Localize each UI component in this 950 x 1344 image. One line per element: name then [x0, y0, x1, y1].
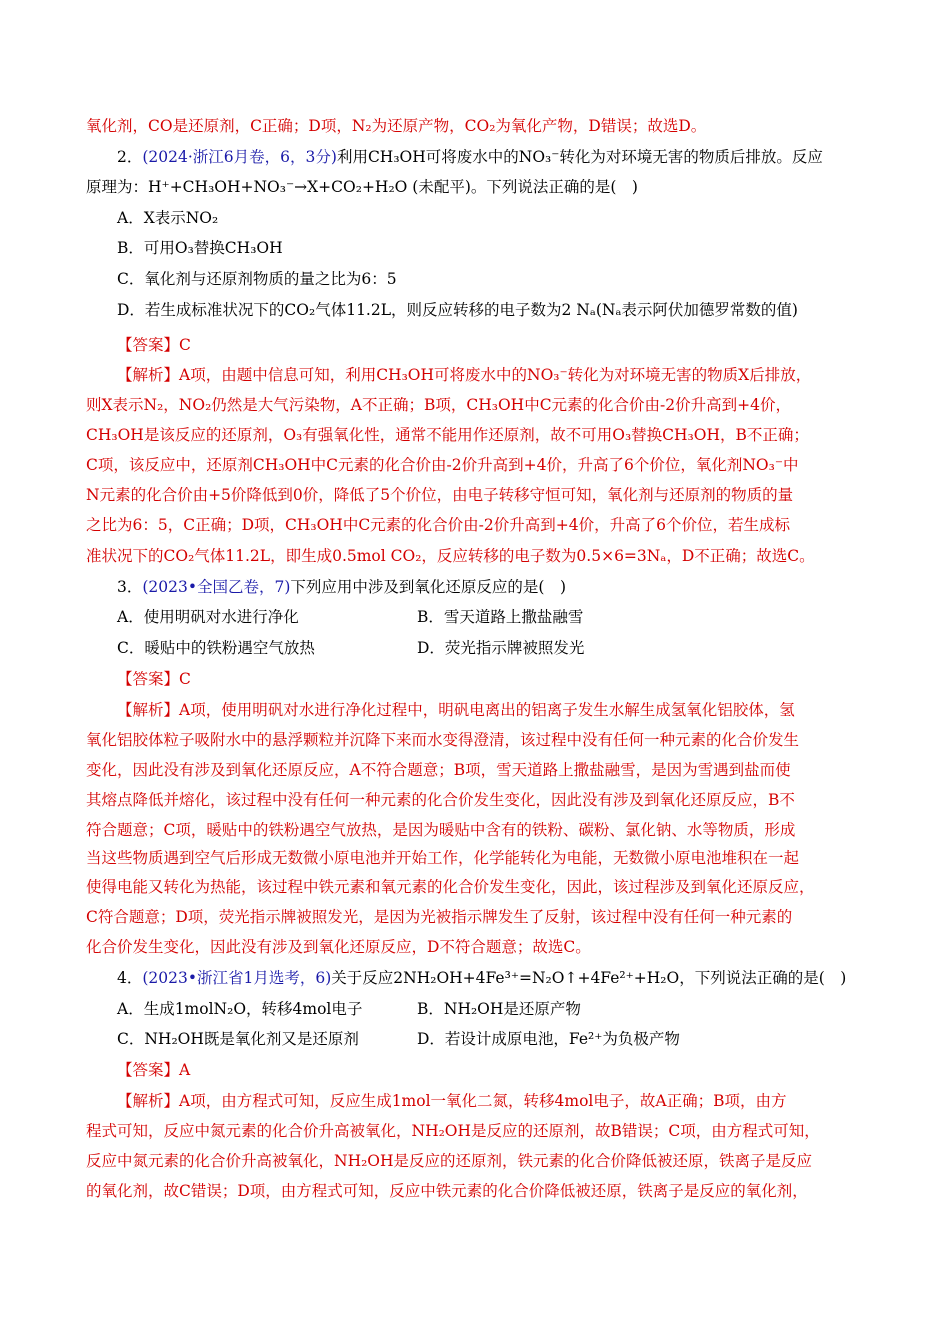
explanation-line: 化合价发生变化，因此没有涉及到氧化还原反应，D不符合题意；故选C。: [86, 938, 591, 956]
explanation-line: 符合题意；C项，暖贴中的铁粉遇空气放热，是因为暖贴中含有的铁粉、碳粉、氯化钠、水等物质，形成: [86, 821, 796, 839]
question-text: 利用CH₃OH可将废水中的NO₃⁻转化为对环境无害的物质后排放。反应: [336, 148, 823, 166]
answer-label: 【答案】A: [117, 1061, 191, 1079]
option-b: B．NH₂OH是还原产物: [417, 1000, 581, 1018]
question-source: (2023•全国乙卷，7): [142, 578, 291, 596]
explanation-line: N元素的化合价由+5价降低到0价，降低了5个价位，由电子转移守恒可知，氧化剂与还原剂的物质的量: [86, 486, 794, 504]
question-2-stem: [117, 147, 823, 167]
option-d: D．荧光指示牌被照发光: [417, 639, 585, 657]
question-source: (2023•浙江省1月选考，6): [142, 969, 332, 987]
explanation-line: 准状况下的CO₂气体11.2L，即生成0.5mol CO₂，反应转移的电子数为0.5×6=3Nₐ，D不正确；故选C。: [86, 547, 815, 565]
option-c: C．暖贴中的铁粉遇空气放热: [117, 639, 315, 657]
option-d: D．若设计成原电池，Fe²⁺为负极产物: [417, 1030, 680, 1048]
option-row: [117, 607, 584, 627]
answer-label: 【答案】C: [117, 336, 191, 354]
explanation-line: CH₃OH是该反应的还原剂，O₃有强氧化性，通常不能用作还原剂，故不可用O₃替换CH₃OH，B不正确；: [86, 426, 809, 444]
explanation-line: 氧化剂，CO是还原剂，C正确；D项，N₂为还原产物，CO₂为氧化产物，D错误；故选D。: [86, 117, 707, 135]
explanation-line: 反应中氮元素的化合价升高被氧化，NH₂OH是反应的还原剂，铁元素的化合价降低被还原，铁离子是反应: [86, 1152, 813, 1170]
option-c: C．氧化剂与还原剂物质的量之比为6：5: [117, 270, 397, 288]
explanation-line: 当这些物质遇到空气后形成无数微小原电池并开始工作，化学能转化为电能，无数微小原电池堆积在一起: [86, 849, 800, 867]
explanation-line: 氧化铝胶体粒子吸附水中的悬浮颗粒并沉降下来而水变得澄清，该过程中没有任何一种元素的化合价发生: [86, 731, 800, 749]
option-b: B．可用O₃替换CH₃OH: [117, 239, 283, 257]
option-row: [117, 999, 581, 1019]
option-a: A．X表示NO₂: [117, 209, 219, 227]
question-text: 下列应用中涉及到氧化还原反应的是( ): [290, 578, 567, 596]
explanation-line: 之比为6：5，C正确；D项，CH₃OH中C元素的化合价由-2价升高到+4价，升高了6个价位，若生成标: [86, 516, 790, 534]
question-3-stem: [117, 577, 566, 597]
explanation-line: 其熔点降低并熔化，该过程中没有任何一种元素的化合价发生变化，因此没有涉及到氧化还原反应，B不: [86, 791, 795, 809]
explanation-line: 【解析】A项，由题中信息可知，利用CH₃OH可将废水中的NO₃⁻转化为对环境无害的物质X后排放，: [117, 366, 812, 384]
explanation-line: 【解析】A项，使用明矾对水进行净化过程中，明矾电离出的铝离子发生水解生成氢氧化铝胶体，氢: [117, 701, 795, 719]
explanation-line: 使得电能又转化为热能，该过程中铁元素和氧元素的化合价发生变化，因此，该过程涉及到氧化还原反应，: [86, 878, 815, 896]
explanation-line: 【解析】A项，由方程式可知，反应生成1mol一氧化二氮，转移4mol电子，故A正确；B项，由方: [117, 1092, 787, 1110]
option-b: B．雪天道路上撒盐融雪: [417, 608, 584, 626]
option-d: D．若生成标准状况下的CO₂气体11.2L，则反应转移的电子数为2 Nₐ(Nₐ表示阿伏加德罗常数的值): [117, 301, 798, 319]
question-number: 3．: [117, 578, 143, 596]
explanation-line: 变化，因此没有涉及到氧化还原反应，A不符合题意；B项，雪天道路上撒盐融雪，是因为雪遇到盐而使: [86, 761, 791, 779]
explanation-line: 程式可知，反应中氮元素的化合价升高被氧化，NH₂OH是反应的还原剂，故B错误；C项，由方程式可知，: [86, 1122, 820, 1140]
answer-label: 【答案】C: [117, 670, 191, 688]
question-text: 关于反应2NH₂OH+4Fe³⁺=N₂O↑+4Fe²⁺+H₂O，下列说法正确的是( ): [331, 969, 847, 987]
explanation-line: C符合题意；D项，荧光指示牌被照发光，是因为光被指示牌发生了反射，该过程中没有任何一种元素的: [86, 908, 793, 926]
question-number: 4．: [117, 969, 143, 987]
option-row: [117, 1029, 680, 1049]
question-4-stem: [117, 968, 846, 988]
question-number: 2．: [117, 148, 143, 166]
question-source: (2024·浙江6月卷，6，3分): [142, 148, 337, 166]
option-row: [117, 638, 585, 658]
option-a: A．生成1molN₂O，转移4mol电子: [117, 1000, 363, 1018]
explanation-line: C项，该反应中，还原剂CH₃OH中C元素的化合价由-2价升高到+4价，升高了6个价位，氧化剂NO₃⁻中: [86, 456, 799, 474]
explanation-line: 则X表示N₂，NO₂仍然是大气污染物，A不正确；B项，CH₃OH中C元素的化合价由-2价升高到+4价，: [86, 396, 792, 414]
explanation-line: 的氧化剂，故C错误；D项，由方程式可知，反应中铁元素的化合价降低被还原，铁离子是反应的氧化剂，: [86, 1182, 808, 1200]
option-a: A．使用明矾对水进行净化: [117, 608, 299, 626]
option-c: C．NH₂OH既是氧化剂又是还原剂: [117, 1030, 359, 1048]
question-2-stem-cont: 原理为：H⁺+CH₃OH+NO₃⁻→X+CO₂+H₂O (未配平)。下列说法正确的是( ): [86, 178, 638, 196]
